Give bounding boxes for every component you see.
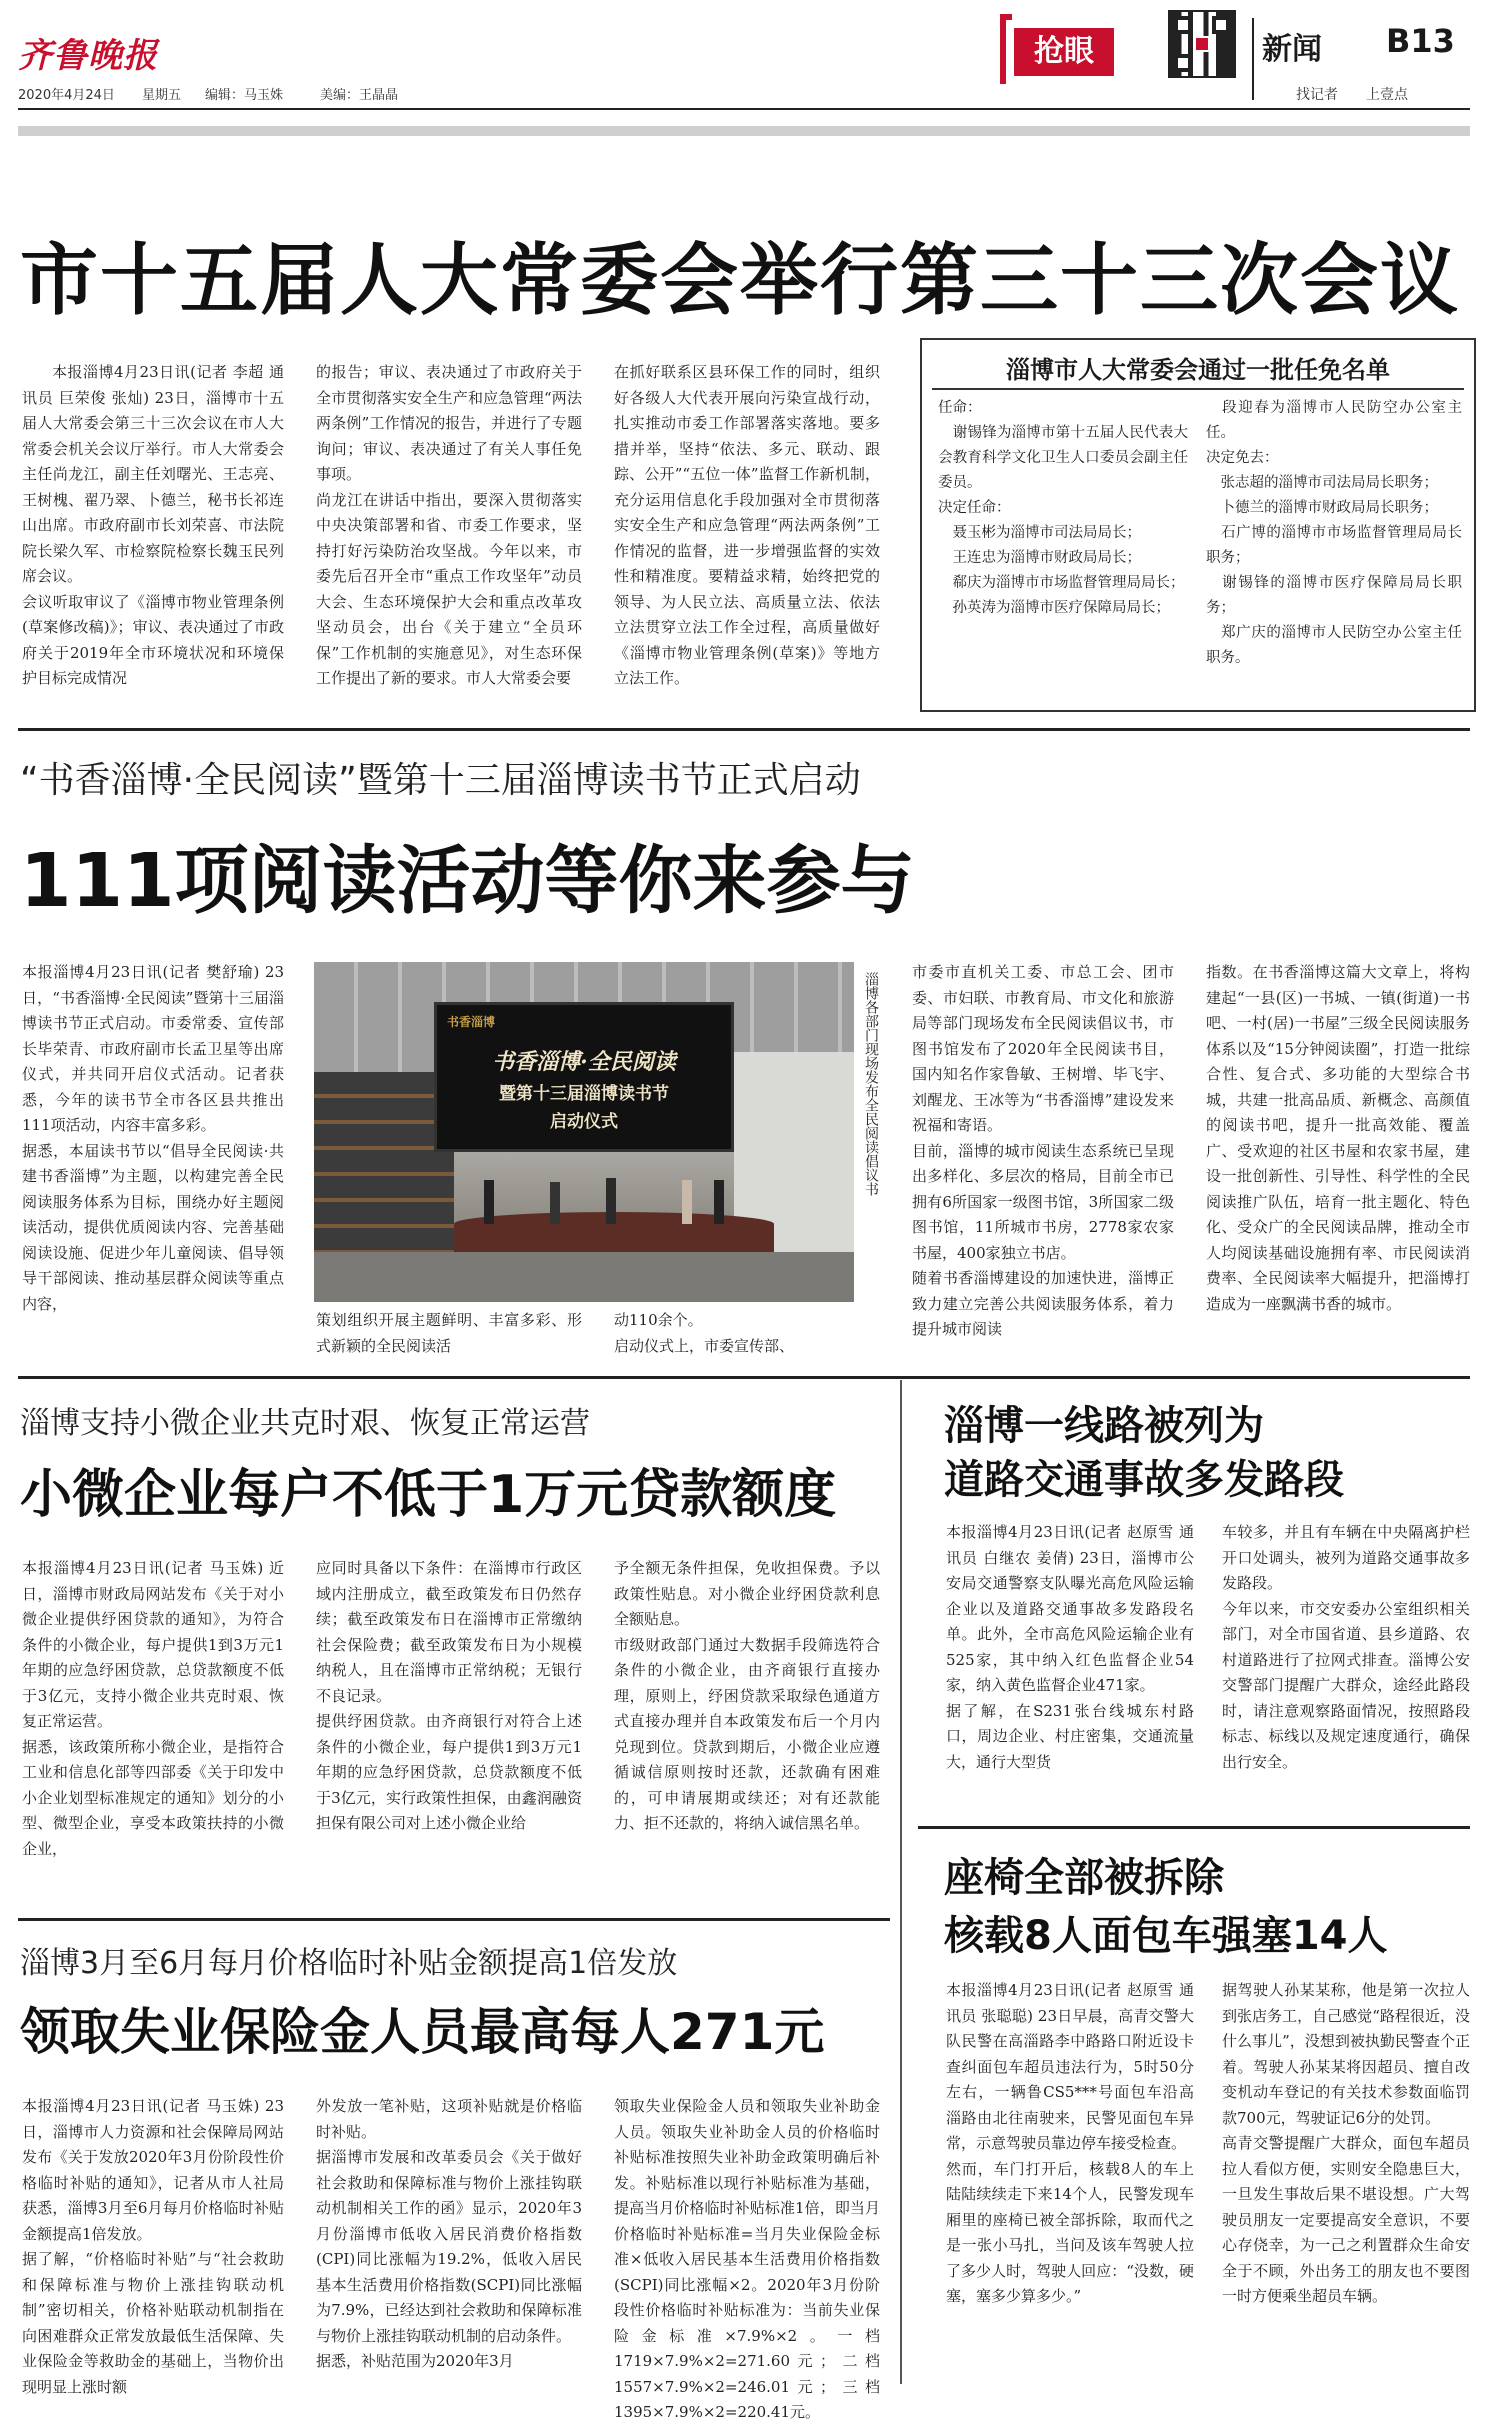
article3-col1: 本报淄博4月23日讯(记者 马玉姝) 近日，淄博市财政局网站发布《关于对小微企业提供纾困贷款的通知》，为符合条件的小微企业，每户提供1到3万元1年期的应急纾困贷款，总贷款额度不低于3亿元，支持小微企业共克时艰、恢复正常运营。 据悉，该政策所称小微企业，是指符合工业和信息化部等四部委《关于印发中小企业划型标准规定的通知》划分的小型、微型企业，享受本政策扶持的小微企业， — [22, 1559, 284, 1858]
article6-headline-line1: 座椅全部被拆除 — [944, 1855, 1224, 1901]
article3-headline: 小微企业每户不低于1万元贷款额度 — [20, 1465, 837, 1525]
appointments-left: 任命： 谢锡锋为淄博市第十五届人民代表大会教育科学文化卫生人口委员会副主任委员。 决定任命： 聂玉彬为淄博市司法局局长； 王连忠为淄博市财政局局长； 郗庆为淄博市市场监督管理局局长； 孙英涛为淄博市医疗保障局局长； — [938, 400, 1188, 616]
article1-col3: 在抓好联系区县环保工作的同时，组织好各级人大代表开展向污染宣战行动，扎实推动市委工作部署落实落地。要多措并举，坚持“依法、多元、联动、跟踪、公开”“五位一体”监督工作新机制，充分运用信息化手段加强对全市贯彻落实安全生产和应急管理“两法两条例”工作情况的监督，进一步增强监督的实效性和精准度。要精益求精，始终把党的领导、为人民立法、高质量立法、依法立法贯穿立法工作全过程，高质量做好《淄博市物业管理条例(草案)》等地方立法工作。 — [614, 363, 880, 687]
article2-col4: 指数。在书香淄博这篇大文章上，将构建起“一县(区)一书城、一镇(街道)一书吧、一村(居)一书屋”三级全民阅读服务体系以及“15分钟阅读圈”，打造一批综合性、复合式、多功能的大型综合书城，共建一批高品质、新概念、高颜值的阅读书吧，提升一批高效能、覆盖广、受欢迎的社区书屋和农家书屋，建设一批创新性、引导性、科学性的全民阅读推广队伍，培育一批主题化、特色化、受众广的全民阅读品牌，推动全市人均阅读基础设施拥有率、市民阅读消费率、全民阅读率大幅提升，把淄博打造成为一座飘满书香的城市。 — [1206, 963, 1470, 1313]
article2-kicker: “书香淄博·全民阅读”暨第十三届淄博读书节正式启动 — [20, 760, 861, 801]
article3-col3: 予全额无条件担保，免收担保费。予以政策性贴息。对小微企业纾困贷款利息全额贴息。 市级财政部门通过大数据手段筛选符合条件的小微企业，由齐商银行直接办理，原则上，纾困贷款采取绿色通道方式直接办理并自本政策发布后一个月内兑现到位。贷款到期后，小微企业应遵循诚信原则按时还款，还款确有困难的，可申请展期或续还；对有还款能力、拒不还款的，将纳入诚信黑名单。 — [614, 1559, 880, 1832]
column-tag — [1000, 14, 1150, 84]
appointments-right: 段迎春为淄博市人民防空办公室主任。 决定免去： 张志超的淄博市司法局局长职务； 卜德兰的淄博市财政局局长职务； 石广博的淄博市市场监督管理局局长职务； 谢锡锋的淄博市医疗保障局局长职务； 郑广庆的淄博市人民防空办公室主任职务。 — [1206, 400, 1462, 666]
article4-col2: 外发放一笔补贴，这项补贴就是价格临时补贴。 据淄博市发展和改革委员会《关于做好社会救助和保障标准与物价上涨挂钩联动机制相关工作的函》显示，2020年3月份淄博市低收入居民消费价格指数(CPI)同比涨幅为19.2%，低收入居民基本生活费用价格指数(SCPI)同比涨幅为7.9%，已经达到社会救助和保障标准与物价上涨挂钩联动机制的启动条件。 据悉，补贴范围为2020年3月 — [316, 2097, 582, 2370]
masthead-rule-thin — [18, 108, 1470, 110]
masthead — [0, 0, 1488, 140]
article5-col2: 车较多，并且有车辆在中央隔离护栏开口处调头，被列为道路交通事故多发路段。 今年以来，市交安委办公室组织相关部门，对全市国省道、县乡道路、农村道路进行了拉网式排查。淄博公安交警部门提醒广大群众，途经此路段时，请注意观察路面情况，按照路段标志、标线以及规定速度通行，确保出行安全。 — [1222, 1523, 1470, 1771]
divider-4 — [918, 1826, 1470, 1829]
article2-headline: 111项阅读活动等你来参与 — [20, 838, 915, 924]
article4-col1: 本报淄博4月23日讯(记者 马玉姝) 23日，淄博市人力资源和社会保障局网站发布《关于发放2020年3月份阶段性价格临时补贴的通知》，记者从市人社局获悉，淄博3月至6月每月价格临时补贴金额提高1倍发放。 据了解，“价格临时补贴”与“社会救助和保障标准与物价上涨挂钩联动机制”密切相关，价格补贴联动机制指在向困难群众正常发放最低生活保障、失业保险金等救助金的基础上，当物价出现明显上涨时额 — [22, 2097, 284, 2396]
article4-headline: 领取失业保险金人员最高每人271元 — [20, 2003, 825, 2061]
article2-col3: 市委市直机关工委、市总工会、团市委、市妇联、市教育局、市文化和旅游局等部门现场发布全民阅读倡议书，市图书馆发布了2020年全民阅读书目，国内知名作家鲁敏、王树增、毕飞宇、刘醒龙、王冰等为“书香淄博”建设发来祝福和寄语。 目前，淄博的城市阅读生态系统已呈现出多样化、多层次的格局，目前全市已拥有6所国家一级图书馆，3所国家二级图书馆，11所城市书房，2778家农家书屋，400家独立书店。 随着书香淄博建设的加速快进，淄博正致力建立完善公共阅读服务体系，着力提升城市阅读 — [912, 963, 1174, 1338]
article3-col2: 应同时具备以下条件：在淄博市行政区域内注册成立，截至政策发布日仍然存续；截至政策发布日在淄博市正常缴纳社会保险费；截至政策发布日为小规模纳税人，且在淄博市正常纳税；无银行不良记录。 提供纾困贷款。由齐商银行对符合上述条件的小微企业，每户提供1到3万元1年期的应急纾困贷款，总贷款额度不低于3亿元，实行政策性担保，由鑫润融资担保有限公司对上述小微企业给 — [316, 1559, 582, 1832]
paper-logo: 齐鲁晚报 — [18, 36, 158, 76]
qr-code[interactable] — [1168, 10, 1236, 78]
article1-col2: 的报告；审议、表决通过了市政府关于全市贯彻落实安全生产和应急管理“两法两条例”工作情况的报告，并进行了专题询问；审议、表决通过了有关人事任免事项。 尚龙江在讲话中指出，要深入贯彻落实中央决策部署和省、市委工作要求，坚持打好污染防治攻坚战。今年以来，市委先后召开全市“重点工作攻坚年”动员大会、生态环境保护大会和重点改革攻坚动员会，出台《关于建立“全员环保”工作机制的实施意见》，对生态环保工作提出了新的要求。市人大常委会要 — [316, 363, 582, 687]
divider-2 — [18, 1376, 1470, 1379]
article4-col3: 领取失业保险金人员和领取失业补助金人员。领取失业补助金人员的价格临时补贴标准按照失业补助金政策明确后补发。补贴标准以现行补贴标准为基础，提高当月价格临时补贴标准1倍，即当月价格临时补贴标准=当月失业保险金标准×低收入居民基本生活费用价格指数(SCPI)同比涨幅×2。2020年3月份阶段性价格临时补贴标准为：当前失业保险金标准×7.9%×2。一档1719×7.9%×2=271.60元；二档1557×7.9%×2=246.01元；三档1395×7.9%×2=220.41元。 — [614, 2097, 880, 2421]
article2-photo-below-left: 策划组织开展主题鲜明、丰富多彩、形式新颖的全民阅读活 — [316, 1311, 582, 1355]
screen-line1: 书香淄博·全民阅读 — [492, 1049, 676, 1075]
page-number: B13 — [1386, 22, 1455, 60]
stage-screen — [434, 1002, 734, 1152]
article2-photo-below-right: 动110余个。 启动仪式上，市委宣传部、 — [614, 1311, 795, 1355]
issue-date: 2020年4月24日 — [18, 88, 115, 103]
divider-3 — [18, 1918, 890, 1921]
divider-1 — [18, 728, 1470, 731]
screen-line2: 暨第十三届淄博读书节 — [499, 1084, 669, 1104]
appointments-box — [920, 338, 1476, 712]
designer-credit: 美编：王晶晶 — [320, 88, 399, 103]
article6-col2: 据驾驶人孙某某称，他是第一次拉人到张店务工，自己感觉“路程很近，没什么事儿”，没想到被执勤民警查个正着。驾驶人孙某某将因超员、擅自改变机动车登记的有关技术参数面临罚款700元，驾驶证记6分的处罚。 高青交警提醒广大群众，面包车超员拉人看似方便，实则安全隐患巨大，一旦发生事故后果不堪设想。广大驾驶员朋友一定要提高安全意识，不要心存侥幸，为一己之利置群众生命安全于不顾，外出务工的朋友也不要图一时方便乘坐超员车辆。 — [1222, 1981, 1470, 2305]
masthead-slogan: 找记者 上壹点 — [1296, 87, 1408, 103]
divider-vertical — [900, 1380, 902, 2384]
appointments-title: 淄博市人大常委会通过一批任免名单 — [1006, 356, 1390, 384]
article5-col1: 本报淄博4月23日讯(记者 赵原雪 通讯员 白继农 姜倩) 23日，淄博市公安局交通警察支队曝光高危风险运输企业以及道路交通事故多发路段名单。此外，全市高危风险运输企业有525家，其中纳入红色监督企业54家，纳入黄色监督企业471家。 据了解，在S231张台线城东村路口，周边企业、村庄密集，交通流量大，通行大型货 — [946, 1523, 1194, 1771]
article4-kicker: 淄博3月至6月每月价格临时补贴金额提高1倍发放 — [20, 1946, 678, 1981]
article3-kicker: 淄博支持小微企业共克时艰、恢复正常运营 — [20, 1406, 590, 1441]
article6-col1: 本报淄博4月23日讯(记者 赵原雪 通讯员 张聪聪) 23日早晨，高青交警大队民警在高淄路李中路路口附近设卡查纠面包车超员违法行为，5时50分左右，一辆鲁CS5***号面包车沿高淄路由北往南驶来，民警见面包车异常，示意驾驶员靠边停车接受检查。 然而，车门打开后，核载8人的车上陆陆续续走下来14个人，民警发现车厢里的座椅已被全部拆除，取而代之是一张小马扎，当问及该车驾驶人拉了多少人时，驾驶人回应：“没数，硬塞，塞多少算多少。” — [946, 1981, 1194, 2305]
article2-col1: 本报淄博4月23日讯(记者 樊舒瑜) 23日，“书香淄博·全民阅读”暨第十三届淄博读书节正式启动。市委常委、宣传部长毕荣青、市政府副市长孟卫星等出席仪式，并共同开启仪式活动。记者获悉，今年的读书节全市各区县共推出111项活动，内容丰富多彩。 据悉，本届读书节以“倡导全民阅读·共建书香淄博”为主题，以构建完善全民阅读服务体系为目标，围绕办好主题阅读活动，提供优质阅读内容、完善基础阅读设施、促进少年儿童阅读、倡导领导干部阅读、推动基层群众阅读等重点内容， — [22, 963, 284, 1313]
article5-headline-line2: 道路交通事故多发路段 — [944, 1457, 1344, 1503]
article1-headline: 市十五届人大常委会举行第三十三次会议 — [20, 236, 1461, 326]
article6-headline-line2: 核载8人面包车强塞14人 — [944, 1913, 1388, 1959]
photo-caption: 淄博各部门现场发布全民阅读倡议书 — [863, 972, 879, 1196]
masthead-rule — [18, 126, 1470, 136]
column-tag-label: 抢眼 — [1014, 28, 1114, 76]
article1-col1: 本报淄博4月23日讯(记者 李超 通讯员 巨荣俊 张灿) 23日，淄博市十五届人大常委会第三十三次会议在市人大常委会机关会议厅举行。市人大常委会主任尚龙江，副主任刘曙光、王志亮、王树槐、翟乃翠、卜德兰，秘书长祁连山出席。市政府副市长刘荣喜、市法院院长梁久军、市检察院检察长魏玉民列席会议。 会议听取审议了《淄博市物业管理条例(草案修改稿)》；审议、表决通过了市政府关于2019年全市环境状况和环境保护目标完成情况 — [22, 363, 284, 687]
issue-weekday: 星期五 — [142, 88, 182, 103]
section-name: 新闻 — [1262, 32, 1322, 67]
screen-logo: 书香淄博 — [447, 1015, 496, 1029]
screen-line3: 启动仪式 — [550, 1112, 618, 1132]
event-photo — [314, 962, 854, 1302]
article5-headline-line1: 淄博一线路被列为 — [944, 1403, 1264, 1449]
editor-credit: 编辑：马玉姝 — [205, 88, 284, 103]
